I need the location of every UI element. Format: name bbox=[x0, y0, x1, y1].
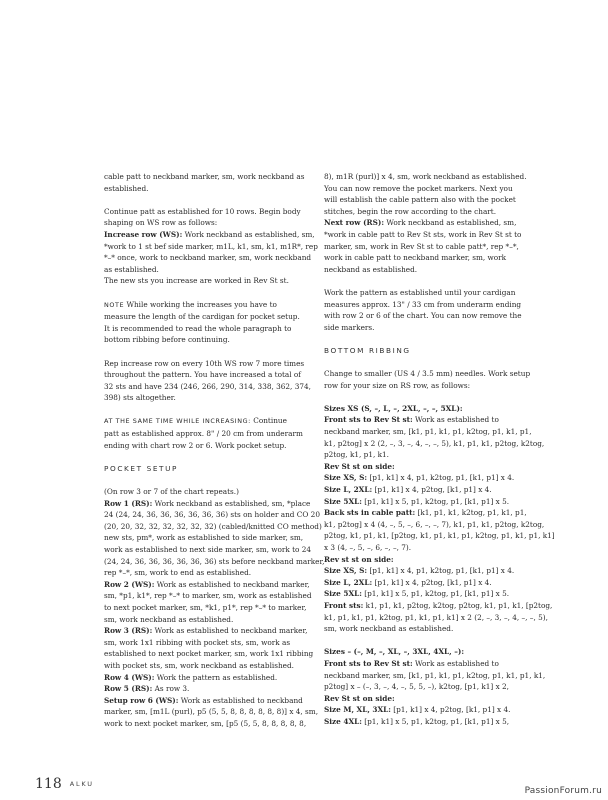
back-sts-line bbox=[324, 507, 538, 519]
repeat-paragraph bbox=[104, 358, 316, 404]
text-run: As row 3. bbox=[152, 684, 190, 694]
text-line: (20, 20, 32, 32, 32, 32, 32, 32) (cabled/knitted CO method) bbox=[104, 521, 322, 531]
next-row-line bbox=[324, 217, 538, 229]
rev-st-side-label: Rev St st on side: bbox=[324, 461, 395, 471]
text-run: Continue bbox=[250, 416, 287, 426]
size-label: Size XS, S: bbox=[324, 566, 368, 576]
text-line: side markers. bbox=[324, 322, 375, 332]
note-label: NOTE bbox=[104, 300, 125, 309]
row1-line bbox=[104, 498, 316, 510]
next-row-label: Next row (RS): bbox=[324, 218, 385, 228]
text-run: Work as established to bbox=[412, 415, 499, 425]
text-line: as established. bbox=[104, 264, 159, 274]
front-sts-line bbox=[324, 600, 553, 612]
text-run: [p1, k1] x 5, p1, k2tog, p1, [k1, p1] x 5. bbox=[361, 496, 510, 506]
text-line: new sts, pm*, work as established to side marker, sm, bbox=[104, 533, 304, 543]
text-run: Work neckband as established, sm, *place bbox=[152, 498, 311, 508]
note-paragraph bbox=[104, 299, 316, 346]
sizes-group-1 bbox=[324, 403, 555, 635]
text-run: [p1, k1] x 4, p2tog, [k1, p1] x 4. bbox=[390, 705, 511, 715]
text-line: will establish the cable pattern also with the pocket bbox=[324, 195, 516, 205]
size-label: Size XS, S: bbox=[324, 473, 368, 483]
text-line: throughout the pattern. You have increased a total of bbox=[104, 370, 301, 380]
row1-label: Row 1 (RS): bbox=[104, 498, 153, 508]
size-line bbox=[324, 716, 538, 728]
text-line: sm, work neckband as established. bbox=[104, 614, 234, 624]
right-column bbox=[324, 171, 555, 728]
size-label: Size 5XL: bbox=[324, 496, 362, 506]
row4-line bbox=[104, 672, 316, 684]
front-sts-label: Front sts to Rev St st: bbox=[324, 658, 413, 668]
text-line: measures approx. 13" / 33 cm from underarm ending bbox=[324, 299, 522, 309]
text-run: Work as established to neckband marker, bbox=[154, 579, 310, 589]
increase-paragraph bbox=[104, 206, 316, 287]
text-run: [p1, k1] x 5, p1, k2tog, p1, [k1, p1] x 5. bbox=[361, 589, 510, 599]
text-line: neckband marker, sm, [k1, p1, k1, p1, k2tog, p1, k1, p1, k1, bbox=[324, 670, 546, 680]
text-line: work as established to next side marker, sm, work to 24 bbox=[104, 545, 312, 554]
text-line: row for your size on RS row, as follows: bbox=[324, 380, 471, 390]
text-line: with row 2 or 6 of the chart. You can now remove the bbox=[324, 311, 522, 321]
row5-label: Row 5 (RS): bbox=[104, 684, 153, 694]
footer-title: ALKU bbox=[69, 780, 94, 788]
front-sts-line bbox=[324, 414, 538, 426]
text-line: p2tog, k1, p1, k1. bbox=[324, 450, 389, 460]
text-line: 398) sts altogether. bbox=[104, 393, 176, 403]
text-run: [p1, k1] x 5, p1, k2tog, p1, [k1, p1] x 5, bbox=[361, 716, 510, 726]
text-run: k1, p1, k1, p2tog, k2tog, p2tog, k1, p1, k1, [p2tog, bbox=[363, 600, 553, 610]
row3-line bbox=[104, 625, 316, 637]
size-line bbox=[324, 496, 538, 508]
change-needles-paragraph bbox=[324, 368, 538, 391]
text-line: *work in cable patt to Rev St sts, work in Rev St st to bbox=[324, 229, 522, 239]
text-line: work in cable patt to neckband marker, sm, work bbox=[324, 253, 507, 263]
text-run: [k1, p1, k1, k2tog, p1, k1, p1, bbox=[415, 508, 527, 518]
text-line: p2tog, k1, p1, k1, [p2tog, k1, p1, k1, p1, k2tog, p1, k1, p1, k1] bbox=[324, 531, 555, 541]
text-line: marker, sm, [m1L (purl), p5 (5, 5, 8, 8, 8, 8, 8, 8)] x 4, sm, bbox=[104, 707, 319, 717]
text-line: established. bbox=[104, 183, 149, 193]
text-run: [p1, k1] x 4, p1, k2tog, p1, [k1, p1] x 4. bbox=[367, 473, 515, 483]
text-line: Change to smaller (US 4 / 3.5 mm) needles. Work setup bbox=[324, 369, 531, 379]
same-time-line bbox=[104, 415, 316, 428]
text-line: x 3 (4, –, 5, –, 6, –, –, 7). bbox=[324, 543, 412, 552]
sizes-heading: Sizes XS (S, –, L, –, 2XL, –, –, 5XL): bbox=[324, 403, 463, 413]
page-number: 118 bbox=[35, 776, 62, 792]
text-line: Work the pattern as established until your cardigan bbox=[324, 287, 516, 297]
text-line: k1, p2tog] x 2 (2, –, 3, –, 4, –, –, 5), k1, p1, k1, p2tog, k2tog, bbox=[324, 438, 545, 448]
text-run: Work as established to neckband bbox=[178, 695, 303, 705]
row4-label: Row 4 (WS): bbox=[104, 672, 155, 682]
text-run: [p1, k1] x 4, p1, k2tog, p1, [k1, p1] x 4. bbox=[367, 566, 515, 576]
rev-st-side-label: Rev St st on side: bbox=[324, 693, 395, 703]
text-line: 24 (24, 24, 36, 36, 36, 36, 36, 36) sts on holder and CO 20 bbox=[104, 510, 320, 520]
sizes-heading: Sizes – (–, M, –, XL, –, 3XL, 4XL, –): bbox=[324, 647, 465, 657]
size-line bbox=[324, 577, 538, 589]
size-line bbox=[324, 704, 538, 716]
text-line: Rep increase row on every 10th WS row 7 more times bbox=[104, 358, 305, 368]
text-line: k1, p2tog] x 4 (4, –, 5, –, 6, –, –, 7), k1, p1, k1, p2tog, k2tog, bbox=[324, 519, 545, 529]
increase-row-label: Increase row (WS): bbox=[104, 229, 183, 239]
text-line: p2tog] x – (–, 3, –, 4, –, 5, 5, –), k2tog, [p1, k1] x 2, bbox=[324, 682, 509, 692]
same-time-paragraph bbox=[104, 415, 316, 451]
text-line: (24, 24, 36, 36, 36, 36, 36, 36) sts before neckband marker, bbox=[104, 556, 325, 566]
text-line: marker, sm, work in Rev St st to cable patt*, rep *–*, bbox=[324, 241, 519, 251]
size-label: Size 4XL: bbox=[324, 716, 362, 726]
text-run: Work the pattern as established. bbox=[154, 672, 278, 682]
text-line: sm, work 1x1 ribbing with pocket sts, sm, work as bbox=[104, 637, 291, 647]
text-line: (On row 3 or 7 of the chart repeats.) bbox=[104, 487, 239, 497]
work-paragraph bbox=[324, 287, 538, 333]
text-line: shaping on WS row as follows: bbox=[104, 218, 218, 228]
text-line: It is recommended to read the whole paragraph to bbox=[104, 323, 292, 333]
text-line: cable patt to neckband marker, sm, work neckband as bbox=[104, 172, 305, 181]
text-line: neckband marker, sm, [k1, p1, k1, p1, k2tog, p1, k1, p1, bbox=[324, 427, 532, 437]
note-line bbox=[104, 299, 316, 312]
bottom-ribbing-heading: BOTTOM RIBBING bbox=[324, 345, 411, 355]
row2-line bbox=[104, 579, 316, 591]
text-run: [p1, k1] x 4, p2tog, [k1, p1] x 4. bbox=[372, 485, 492, 495]
intro-paragraph bbox=[104, 171, 316, 194]
page-footer bbox=[35, 773, 94, 792]
size-label: Size L, 2XL: bbox=[324, 485, 373, 495]
text-line: The new sts you increase are worked in Rev St st. bbox=[104, 276, 289, 286]
text-line: k1, p1, k1, p1, k2tog, p1, k1, p1, k1] x 2 (2, –, 3, –, 4, –, –, 5), bbox=[324, 612, 548, 622]
size-line bbox=[324, 472, 538, 484]
increase-row-line bbox=[104, 229, 316, 241]
front-sts-line bbox=[324, 658, 538, 670]
text-line: work to next pocket marker, sm, [p5 (5, 5, 8, 8, 8, 8, 8, bbox=[104, 718, 307, 728]
text-line: rep *–*, sm, work to end as established. bbox=[104, 568, 252, 578]
pocket-setup-heading: POCKET SETUP bbox=[104, 463, 179, 473]
text-line: sm, *p1, k1*, rep *–* to marker, sm, work as established bbox=[104, 591, 312, 601]
size-label: Size L, 2XL: bbox=[324, 577, 373, 587]
row3-label: Row 3 (RS): bbox=[104, 626, 153, 636]
text-line: 32 sts and have 234 (246, 266, 290, 314, 338, 362, 374, bbox=[104, 381, 311, 391]
front-sts-label: Front sts to Rev St st: bbox=[324, 415, 413, 425]
pocket-setup-paragraph bbox=[104, 486, 325, 729]
text-line: bottom ribbing before continuing. bbox=[104, 335, 230, 345]
continuation-paragraph bbox=[324, 171, 538, 275]
size-line bbox=[324, 588, 538, 600]
rev-st-side-label: Rev st st on side: bbox=[324, 554, 394, 564]
sizes-group-2 bbox=[324, 646, 546, 727]
text-line: neckband as established. bbox=[324, 264, 418, 274]
text-line: *–* once, work to neckband marker, sm, work neckband bbox=[104, 253, 312, 263]
front-sts-label: Front sts: bbox=[324, 600, 364, 610]
text-line: *work to 1 st bef side marker, m1L, k1, sm, k1, m1R*, rep bbox=[104, 241, 318, 251]
left-column bbox=[104, 171, 325, 730]
text-line: ending with chart row 2 or 6. Work pocket setup. bbox=[104, 440, 287, 450]
text-run: Work neckband as established, sm, bbox=[384, 218, 517, 228]
text-line: established to next pocket marker, sm, work 1x1 ribbing bbox=[104, 649, 314, 659]
text-run: While working the increases you have to bbox=[124, 299, 277, 309]
text-run: [p1, k1] x 4, p2tog, [k1, p1] x 4. bbox=[372, 577, 492, 587]
row2-label: Row 2 (WS): bbox=[104, 579, 155, 589]
size-label: Size 5XL: bbox=[324, 589, 362, 599]
text-line: patt as established approx. 8" / 20 cm from underarm bbox=[104, 429, 303, 439]
text-line: stitches, begin the row according to the chart. bbox=[324, 206, 497, 216]
row5-line bbox=[104, 683, 316, 695]
text-run: Work neckband as established, sm, bbox=[182, 229, 315, 239]
text-line: Continue patt as established for 10 rows. Begin body bbox=[104, 206, 301, 216]
text-line: with pocket sts, sm, work neckband as established. bbox=[104, 660, 294, 670]
size-label: Size M, XL, 3XL: bbox=[324, 705, 391, 715]
text-line: You can now remove the pocket markers. Next you bbox=[324, 183, 513, 193]
text-line: measure the length of the cardigan for pocket setup. bbox=[104, 312, 300, 322]
watermark: PassionForum.ru bbox=[524, 786, 602, 796]
setup-row6-line bbox=[104, 695, 316, 707]
text-run: Work as established to neckband marker, bbox=[152, 626, 308, 636]
text-line: 8), m1R (purl)] x 4, sm, work neckband as established. bbox=[324, 172, 527, 181]
back-sts-label: Back sts in cable patt: bbox=[324, 508, 416, 518]
text-run: Work as established to bbox=[412, 658, 499, 668]
size-line bbox=[324, 565, 538, 577]
text-line: to next pocket marker, sm, *k1, p1*, rep *–* to marker, bbox=[104, 602, 307, 612]
size-line bbox=[324, 484, 538, 496]
same-time-label: AT THE SAME TIME WHILE INCREASING: bbox=[104, 417, 251, 426]
text-line: sm, work neckband as established. bbox=[324, 624, 454, 634]
setup-row6-label: Setup row 6 (WS): bbox=[104, 695, 179, 705]
